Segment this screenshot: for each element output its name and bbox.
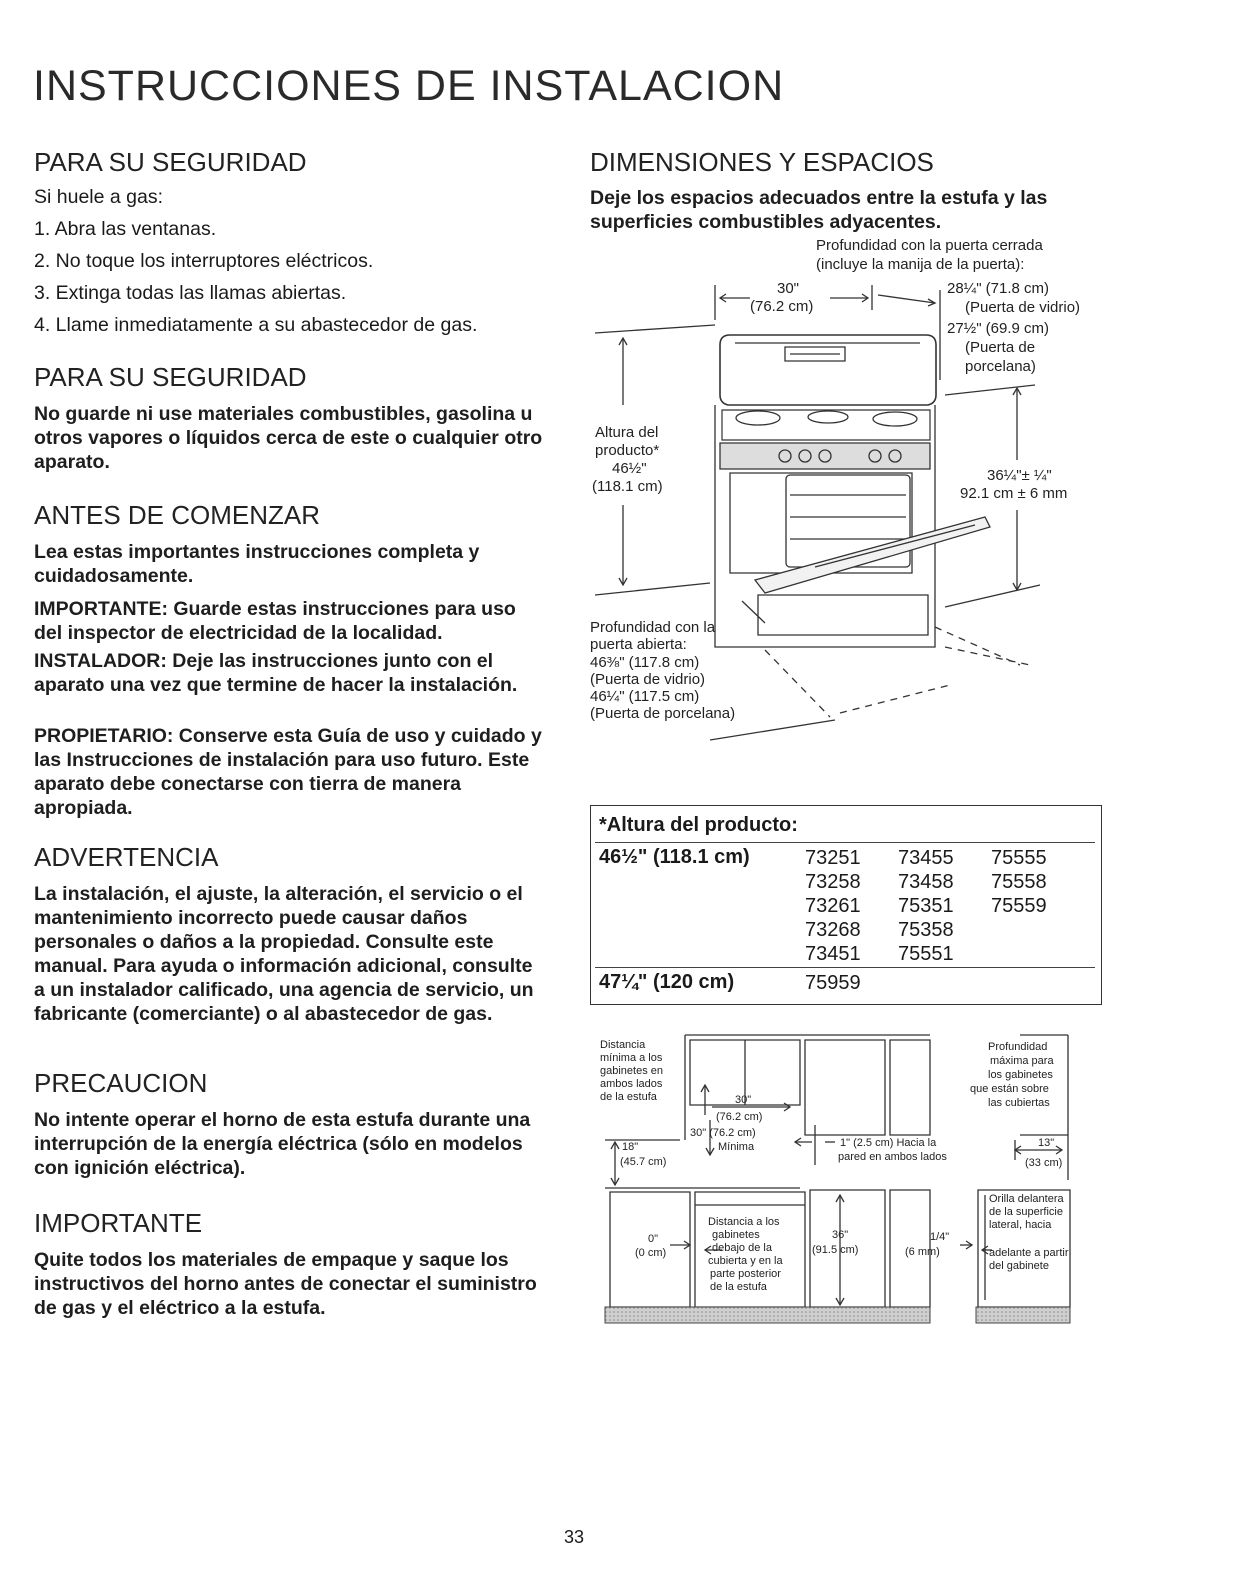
stove-dimension-diagram	[590, 235, 1110, 755]
under-line-1: Distancia a los	[708, 1216, 780, 1228]
depth-13-label: 13"	[1038, 1137, 1055, 1149]
safety-heading-1: PARA SU SEGURIDAD	[34, 147, 307, 177]
warning-text: La instalación, el ajuste, la alteración, el servicio o el mantenimiento incorrecto puede causar daños personales o daños a la propiedad. Consulte este manual. Para ayuda o información adicional, consulte a un instalador calificado, una agencia de servicio, un fabricante (comerciante) o al abastecedor de gas.	[34, 883, 534, 1025]
porcelain-door-label-1: (Puerta de	[965, 339, 1036, 356]
model-number: 73268	[805, 919, 861, 941]
safety-heading-2: PARA SU SEGURIDAD	[34, 362, 307, 392]
model-number: 73458	[898, 871, 954, 893]
edge-line-1: Orilla delantera	[989, 1193, 1064, 1205]
width-30-label: 30"	[735, 1094, 752, 1106]
counter-height-inches: 36¼"± ¼"	[987, 467, 1052, 484]
zero-label: 0"	[648, 1233, 659, 1245]
table-rule-top	[595, 842, 1095, 843]
depth-closed-line-1: Profundidad con la puerta cerrada	[816, 237, 1043, 254]
max-depth-line-3: los gabinetes	[988, 1069, 1053, 1081]
edge-line-3: lateral, hacia	[989, 1219, 1052, 1231]
height-36-cm-label: (91.5 cm)	[812, 1244, 859, 1256]
model-number: 73451	[805, 943, 861, 965]
min-30-label: 30" (76.2 cm)	[690, 1127, 756, 1139]
caution-text: No intente operar el horno de esta estufa durante una interrupción de la energía eléctrica (sólo en modelos con ignición eléctrica).	[34, 1109, 531, 1179]
safety-step-2: 2. No toque los interruptores eléctricos.	[34, 250, 374, 272]
quarter-inch-mm-label: (6 mm)	[905, 1246, 940, 1258]
dimensions-subheading: Deje los espacios adecuados entre la estufa y las superficies combustibles adyacentes.	[590, 187, 1048, 233]
open-depth-line-3: 46⅜" (117.8 cm)	[590, 654, 700, 671]
width-30-cm-label: (76.2 cm)	[716, 1111, 763, 1123]
model-number: 73455	[898, 847, 954, 869]
table-header: *Altura del producto:	[599, 814, 798, 836]
min-distance-line-5: de la estufa	[600, 1091, 657, 1103]
zero-cm-label: (0 cm)	[635, 1247, 667, 1259]
table-rule-middle	[595, 967, 1095, 968]
min-distance-line-3: gabinetes en	[600, 1065, 663, 1077]
minima-label: Mínima	[718, 1141, 755, 1153]
under-line-5: parte posterior	[710, 1268, 781, 1280]
before-p2: IMPORTANTE: Guarde estas instrucciones para uso del inspector de electricidad de la localidad.	[34, 598, 516, 644]
table-row-1-col-3	[991, 846, 1047, 918]
table-row-2-value: 75959	[805, 972, 861, 994]
height-cm: (118.1 cm)	[592, 478, 663, 495]
max-depth-line-2: máxima para	[990, 1055, 1054, 1067]
depth-13-cm-label: (33 cm)	[1025, 1157, 1063, 1169]
min-distance-line-1: Distancia	[600, 1039, 646, 1051]
width-inches: 30"	[777, 280, 800, 297]
open-depth-line-4: (Puerta de vidrio)	[590, 671, 706, 688]
min-distance-line-2: mínima a los	[600, 1052, 663, 1064]
porcelain-door-dimension: 27½" (69.9 cm)	[947, 320, 1050, 337]
under-line-2: gabinetes	[712, 1229, 760, 1241]
under-line-6: de la estufa	[710, 1281, 767, 1293]
model-number: 73251	[805, 847, 861, 869]
max-depth-line-4: que están sobre	[970, 1083, 1049, 1095]
glass-door-dimension: 28¼" (71.8 cm)	[947, 280, 1050, 297]
gas-intro: Si huele a gas:	[34, 186, 164, 208]
width-cm: (76.2 cm)	[750, 298, 814, 315]
open-depth-line-1: Profundidad con la	[590, 619, 716, 636]
max-depth-line-5: las cubiertas	[988, 1097, 1050, 1109]
height-inches: 46½"	[612, 460, 647, 477]
height-label-1: Altura del	[595, 424, 659, 441]
height-18-label: 18"	[622, 1141, 639, 1153]
edge-line-2: de la superficie	[989, 1206, 1063, 1218]
height-label-2: producto*	[595, 442, 660, 459]
edge-line-5: del gabinete	[989, 1260, 1049, 1272]
model-number: 73261	[805, 895, 861, 917]
edge-line-4: adelante a partir	[989, 1247, 1069, 1259]
model-number: 73258	[805, 871, 861, 893]
before-heading: ANTES DE COMENZAR	[34, 500, 321, 530]
model-number: 75555	[991, 847, 1047, 869]
dimensions-heading: DIMENSIONES Y ESPACIOS	[590, 147, 934, 177]
safety-step-4: 4. Llame inmediatamente a su abastecedor de gas.	[34, 314, 478, 336]
max-depth-line-1: Profundidad	[988, 1041, 1048, 1053]
cabinet-clearance-diagram	[600, 1030, 1100, 1350]
side-clearance-line-2: pared en ambos lados	[838, 1151, 947, 1163]
height-18-cm-label: (45.7 cm)	[620, 1156, 667, 1168]
safety-step-3: 3. Extinga todas las llamas abiertas.	[34, 282, 347, 304]
safety-step-1: 1. Abra las ventanas.	[34, 218, 217, 240]
model-number: 75358	[898, 919, 954, 941]
before-p4: PROPIETARIO: Conserve esta Guía de uso y cuidado y las Instrucciones de instalación para uso futuro. Este aparato debe conectarse con tierra de manera apropiada.	[34, 725, 542, 819]
table-row-1-col-2	[898, 846, 954, 966]
glass-door-label: (Puerta de vidrio)	[965, 299, 1081, 316]
side-clearance-line-1: 1" (2.5 cm) Hacia la	[840, 1137, 937, 1149]
important-heading: IMPORTANTE	[34, 1208, 203, 1238]
height-36-label: 36"	[832, 1229, 849, 1241]
before-p3: INSTALADOR: Deje las instrucciones junto con el aparato una vez que termine de hacer la instalación.	[34, 650, 518, 696]
open-depth-line-5: 46¼" (117.5 cm)	[590, 688, 700, 705]
important-text: Quite todos los materiales de empaque y saque los instructivos del horno antes de conectar el suministro de gas y el eléctrico a la estufa.	[34, 1249, 537, 1319]
counter-height-cm: 92.1 cm ± 6 mm	[960, 485, 1068, 502]
depth-closed-line-2: (incluye la manija de la puerta):	[816, 256, 1025, 273]
before-p1: Lea estas importantes instrucciones completa y cuidadosamente.	[34, 541, 480, 587]
table-row-2-label: 47¼" (120 cm)	[599, 971, 735, 993]
open-depth-line-2: puerta abierta:	[590, 636, 687, 653]
safety-text: No guarde ni use materiales combustibles, gasolina u otros vapores o líquidos cerca de este o cualquier otro aparato.	[34, 403, 543, 473]
under-line-4: cubierta y en la	[708, 1255, 783, 1267]
model-number: 75351	[898, 895, 954, 917]
under-line-3: debajo de la	[712, 1242, 772, 1254]
warning-heading: ADVERTENCIA	[34, 842, 219, 872]
page-title: INSTRUCCIONES DE INSTALACION	[33, 62, 785, 110]
model-number: 75558	[991, 871, 1047, 893]
page-number: 33	[564, 1527, 585, 1547]
open-depth-line-6: (Puerta de porcelana)	[590, 705, 736, 722]
product-height-table	[590, 805, 1102, 1005]
table-row-1-label: 46½" (118.1 cm)	[599, 846, 750, 868]
model-number: 75551	[898, 943, 954, 965]
model-number: 75559	[991, 895, 1047, 917]
porcelain-door-label-2: porcelana)	[965, 358, 1036, 375]
min-distance-line-4: ambos lados	[600, 1078, 663, 1090]
table-row-1-col-1	[805, 846, 861, 966]
quarter-inch-label: 1/4"	[930, 1231, 950, 1243]
caution-heading: PRECAUCION	[34, 1068, 208, 1098]
